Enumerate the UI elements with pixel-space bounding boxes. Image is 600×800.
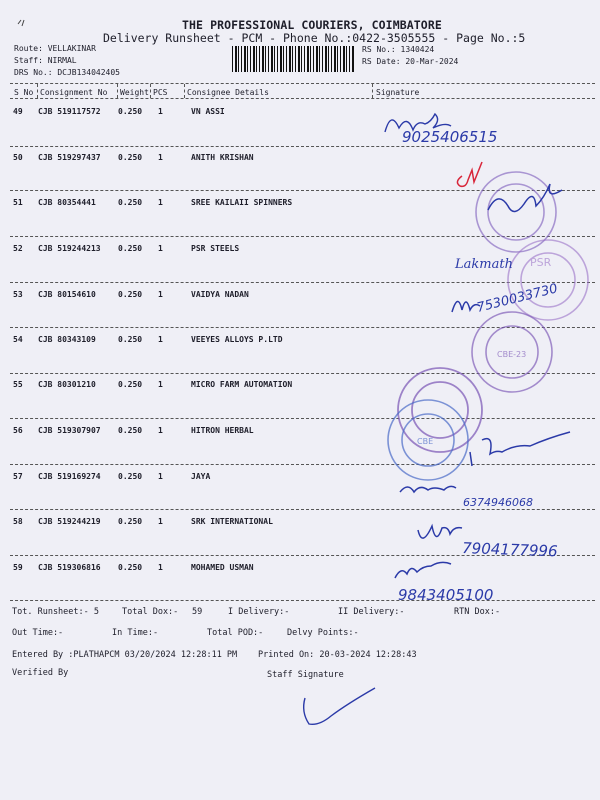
row-consignee: SREE KAILAII SPINNERS: [191, 198, 293, 207]
handwritten-phone-49: 9025406515: [402, 128, 498, 146]
in-time: In Time:-: [112, 628, 159, 638]
row-sno: 55: [13, 380, 23, 389]
row-consignee: SRK INTERNATIONAL: [191, 517, 273, 526]
row-consignee: JAYA: [191, 472, 211, 481]
total-dox-label: Total Dox:-: [122, 607, 179, 617]
staff-signature-label: Staff Signature: [267, 670, 344, 680]
row-weight: 0.250: [118, 335, 143, 344]
signature-58: [418, 526, 462, 538]
ii-delivery: II Delivery:-: [338, 607, 405, 617]
signature-50: [457, 162, 482, 186]
row-weight: 0.250: [118, 198, 143, 207]
row-consignment: CJB 519307907: [38, 426, 101, 435]
row-consignee: ANITH KRISHAN: [191, 153, 254, 162]
stamp-veeyes-text: CBE-23: [497, 350, 527, 359]
row-consignment: CJB 519244219: [38, 517, 101, 526]
runsheet-subtitle: Delivery Runsheet - PCM - Phone No.:0422-3505555 - Page No.:5: [103, 31, 526, 45]
stamp-hitron-text: CBE: [417, 437, 434, 446]
stamp-psr-text: PSR: [530, 256, 552, 269]
signature-56: [470, 432, 570, 466]
row-sno: 54: [13, 335, 23, 344]
handwritten-phone-59: 9843405100: [398, 586, 494, 604]
row-consignment: CJB 519244213: [38, 244, 101, 253]
row-pcs: 1: [158, 198, 163, 207]
row-weight: 0.250: [118, 244, 143, 253]
signature-59: [395, 562, 451, 578]
row-consignment: CJB 80343109: [38, 335, 96, 344]
row-pcs: 1: [158, 290, 163, 299]
row-pcs: 1: [158, 472, 163, 481]
row-weight: 0.250: [118, 290, 143, 299]
company-title: THE PROFESSIONAL COURIERS, COIMBATORE: [182, 18, 442, 32]
row-consignment: CJB 80301210: [38, 380, 96, 389]
row-consignment: CJB 519306816: [38, 563, 101, 572]
handwritten-phone-53: 7530033730: [475, 281, 560, 316]
row-sno: 50: [13, 153, 23, 162]
row-weight: 0.250: [118, 472, 143, 481]
i-delivery: I Delivery:-: [228, 607, 290, 617]
row-consignee: VN ASSI: [191, 107, 225, 116]
stamp-micro-farm: [398, 368, 482, 452]
printed-on: Printed On: 20-03-2024 12:28:43: [258, 650, 417, 660]
rs-date: RS Date: 20-Mar-2024: [362, 57, 459, 66]
row-consignment: CJB 80154610: [38, 290, 96, 299]
row-weight: 0.250: [118, 563, 143, 572]
out-time: Out Time:-: [12, 628, 64, 638]
row-consignment: CJB 80354441: [38, 198, 96, 207]
row-consignee: VEEYES ALLOYS P.LTD: [191, 335, 283, 344]
row-weight: 0.250: [118, 153, 143, 162]
row-consignment: CJB 519117572: [38, 107, 101, 116]
row-pcs: 1: [158, 153, 163, 162]
stamp-psr: [508, 240, 588, 320]
row-sno: 58: [13, 517, 23, 526]
staff-signature: [304, 688, 375, 724]
verified-by: Verified By: [12, 668, 69, 678]
handwritten-phone-57: 6374946068: [463, 496, 533, 509]
col-consignee: Consignee Details: [187, 88, 269, 97]
row-pcs: 1: [158, 335, 163, 344]
entered-by: Entered By :PLATHAPCM 03/20/2024 12:28:11 PM: [12, 650, 238, 660]
row-pcs: 1: [158, 380, 163, 389]
delvy-points: Delvy Points:-: [287, 628, 359, 638]
staff-label: Staff: NIRMAL: [14, 56, 77, 65]
row-consignment: CJB 519297437: [38, 153, 101, 162]
handwritten-phone-58: 7904177996: [461, 539, 558, 561]
row-weight: 0.250: [118, 517, 143, 526]
signature-51: [488, 184, 562, 212]
col-signature: Signature: [376, 88, 420, 97]
col-consignment: Consignment No: [40, 88, 108, 97]
row-pcs: 1: [158, 244, 163, 253]
col-sno: S No: [14, 88, 34, 97]
rtn-dox: RTN Dox:-: [454, 607, 501, 617]
row-sno: 51: [13, 198, 23, 207]
rs-number: RS No.: 1340424: [362, 45, 435, 54]
col-pcs: PCS: [153, 88, 168, 97]
total-runsheet: Tot. Runsheet:- 5: [12, 607, 99, 617]
row-consignment: CJB 519169274: [38, 472, 101, 481]
row-sno: 56: [13, 426, 23, 435]
row-pcs: 1: [158, 107, 163, 116]
row-pcs: 1: [158, 517, 163, 526]
signature-57: [400, 486, 456, 492]
row-sno: 57: [13, 472, 23, 481]
route-label: Route: VELLAKINAR: [14, 44, 96, 53]
row-pcs: 1: [158, 563, 163, 572]
total-pod: Total POD:-: [207, 628, 264, 638]
row-consignee: HITRON HERBAL: [191, 426, 254, 435]
total-dox-value: 59: [192, 607, 203, 617]
handwritten-name-52: Lakmath: [455, 257, 513, 272]
row-consignee: MOHAMED USMAN: [191, 563, 254, 572]
stamp-hitron: [388, 400, 468, 480]
row-pcs: 1: [158, 426, 163, 435]
row-consignee: MICRO FARM AUTOMATION: [191, 380, 293, 389]
row-weight: 0.250: [118, 107, 143, 116]
row-sno: 53: [13, 290, 23, 299]
row-sno: 59: [13, 563, 23, 572]
col-weight: Weight: [120, 88, 149, 97]
drs-number: DRS No.: DCJB134042405: [14, 68, 120, 77]
row-consignee: VAIDYA NADAN: [191, 290, 249, 299]
row-sno: 49: [13, 107, 23, 116]
row-sno: 52: [13, 244, 23, 253]
row-weight: 0.250: [118, 426, 143, 435]
row-weight: 0.250: [118, 380, 143, 389]
corner-mark: [18, 20, 24, 26]
stamp-veeyes: [472, 312, 552, 392]
row-consignee: PSR STEELS: [191, 244, 240, 253]
